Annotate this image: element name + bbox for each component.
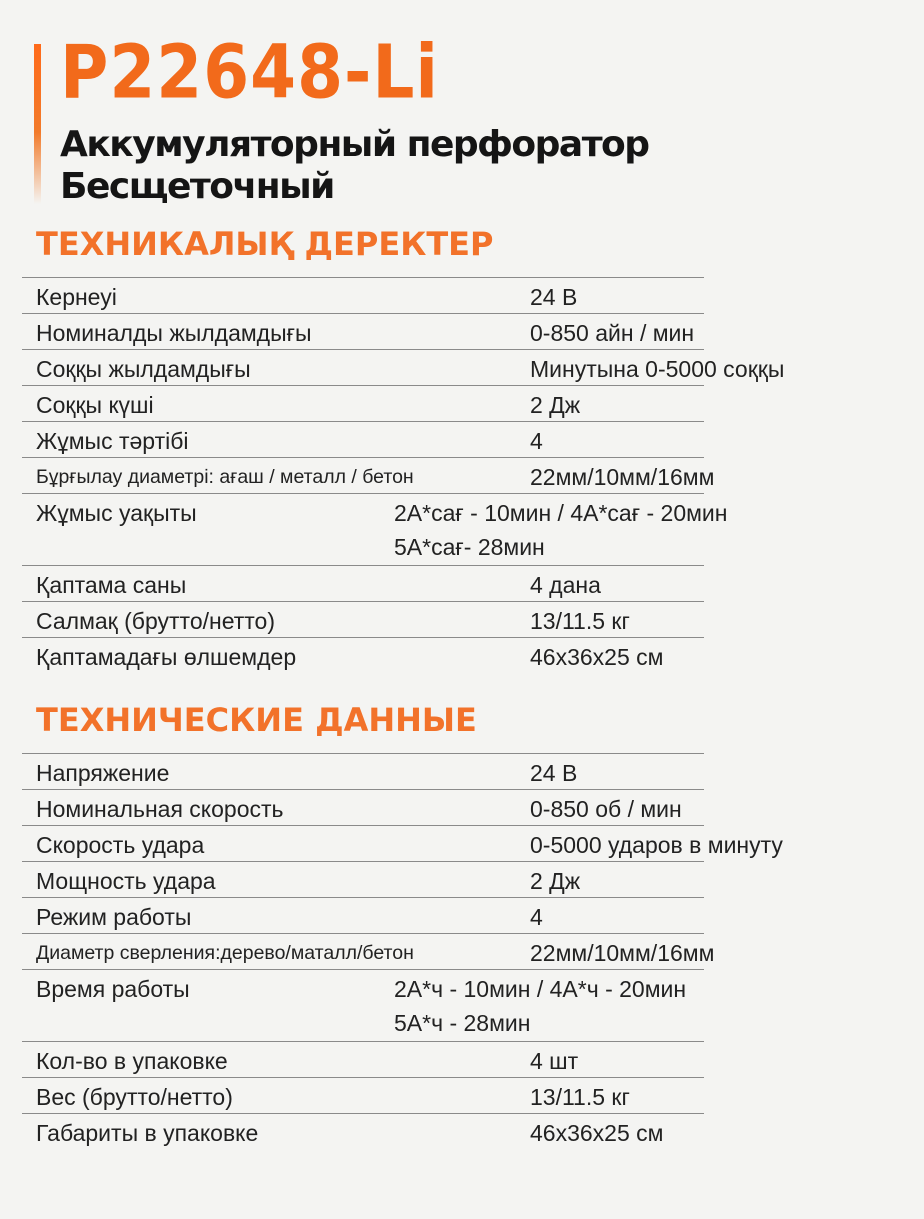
spec-label: Жұмыс уақыты bbox=[36, 500, 197, 526]
spec-label: Напряжение bbox=[36, 760, 170, 786]
table-row bbox=[22, 457, 715, 493]
product-title bbox=[60, 124, 649, 208]
spec-label: Время работы bbox=[36, 976, 190, 1002]
model-number: P22648-Li bbox=[60, 29, 440, 116]
title-line-1: Аккумуляторный перфоратор bbox=[60, 124, 649, 165]
spec-value: 0-850 об / мин bbox=[530, 796, 682, 822]
table-row bbox=[22, 637, 704, 673]
table-row bbox=[22, 933, 715, 969]
spec-value: 4 дана bbox=[530, 572, 601, 598]
table-row bbox=[22, 277, 704, 313]
spec-value: 2А*ч - 10мин / 4А*ч - 20мин bbox=[394, 976, 687, 1002]
table-row bbox=[22, 565, 704, 601]
table-row bbox=[22, 897, 704, 933]
spec-value: 0-5000 ударов в минуту bbox=[530, 832, 783, 858]
spec-label: Диаметр сверления:дерево/маталл/бетон bbox=[36, 942, 414, 964]
spec-label: Скорость удара bbox=[36, 832, 205, 858]
table-row bbox=[22, 385, 704, 421]
spec-value: 4 bbox=[530, 428, 543, 454]
spec-label: Номинальная скорость bbox=[36, 796, 284, 822]
spec-label: Вес (брутто/нетто) bbox=[36, 1084, 233, 1110]
spec-table-ru bbox=[22, 753, 783, 1149]
spec-value: 13/11.5 кг bbox=[530, 608, 630, 634]
spec-value: 2А*сағ - 10мин / 4А*сағ - 20мин bbox=[394, 500, 728, 526]
spec-label: Бұрғылау диаметрі: ағаш / металл / бетон bbox=[36, 466, 414, 488]
spec-value: 24 В bbox=[530, 760, 578, 786]
spec-value: 46x36x25 см bbox=[530, 1120, 664, 1146]
spec-value: Минутына 0-5000 соққы bbox=[530, 356, 785, 382]
spec-value: 46x36x25 см bbox=[530, 644, 664, 670]
spec-label: Режим работы bbox=[36, 904, 192, 930]
section-heading-kz: ТЕХНИКАЛЫҚ ДЕРЕКТЕР bbox=[36, 225, 494, 263]
spec-label: Қаптамадағы өлшемдер bbox=[36, 644, 297, 670]
table-row bbox=[22, 349, 785, 385]
table-row bbox=[22, 789, 704, 825]
spec-label: Кернеуі bbox=[36, 284, 117, 310]
spec-label: Номиналды жылдамдығы bbox=[36, 320, 312, 346]
spec-value-line-2: 5А*ч - 28мин bbox=[394, 1010, 531, 1036]
spec-value: 0-850 айн / мин bbox=[530, 320, 695, 346]
spec-label: Габариты в упаковке bbox=[36, 1120, 259, 1146]
table-row bbox=[22, 1113, 704, 1149]
table-row bbox=[22, 421, 704, 457]
spec-label: Қаптама саны bbox=[36, 572, 187, 598]
spec-value: 22мм/10мм/16мм bbox=[530, 464, 715, 490]
spec-value: 24 В bbox=[530, 284, 578, 310]
table-row bbox=[22, 313, 704, 349]
table-row bbox=[22, 753, 704, 789]
table-row bbox=[22, 601, 704, 637]
spec-value: 13/11.5 кг bbox=[530, 1084, 630, 1110]
title-line-2: Бесщеточный bbox=[60, 166, 334, 207]
spec-value-line-2: 5А*сағ- 28мин bbox=[394, 534, 545, 560]
spec-label: Соққы күші bbox=[36, 392, 154, 418]
spec-value: 2 Дж bbox=[530, 868, 581, 894]
spec-label: Кол-во в упаковке bbox=[36, 1048, 228, 1074]
table-row bbox=[22, 861, 704, 897]
table-row bbox=[22, 1077, 704, 1113]
spec-label: Мощность удара bbox=[36, 868, 216, 894]
table-row bbox=[22, 1041, 704, 1077]
spec-label: Жұмыс тәртібі bbox=[36, 428, 189, 454]
spec-label: Соққы жылдамдығы bbox=[36, 356, 251, 382]
section-heading-ru: ТЕХНИЧЕСКИЕ ДАННЫЕ bbox=[36, 701, 477, 739]
table-row bbox=[22, 493, 728, 565]
spec-value: 4 bbox=[530, 904, 543, 930]
spec-value: 22мм/10мм/16мм bbox=[530, 940, 715, 966]
accent-bar bbox=[34, 44, 41, 204]
table-row bbox=[22, 825, 783, 861]
spec-value: 4 шт bbox=[530, 1048, 579, 1074]
table-row bbox=[22, 969, 704, 1041]
spec-table-kz bbox=[22, 277, 785, 673]
spec-label: Салмақ (брутто/нетто) bbox=[36, 608, 275, 634]
spec-value: 2 Дж bbox=[530, 392, 581, 418]
